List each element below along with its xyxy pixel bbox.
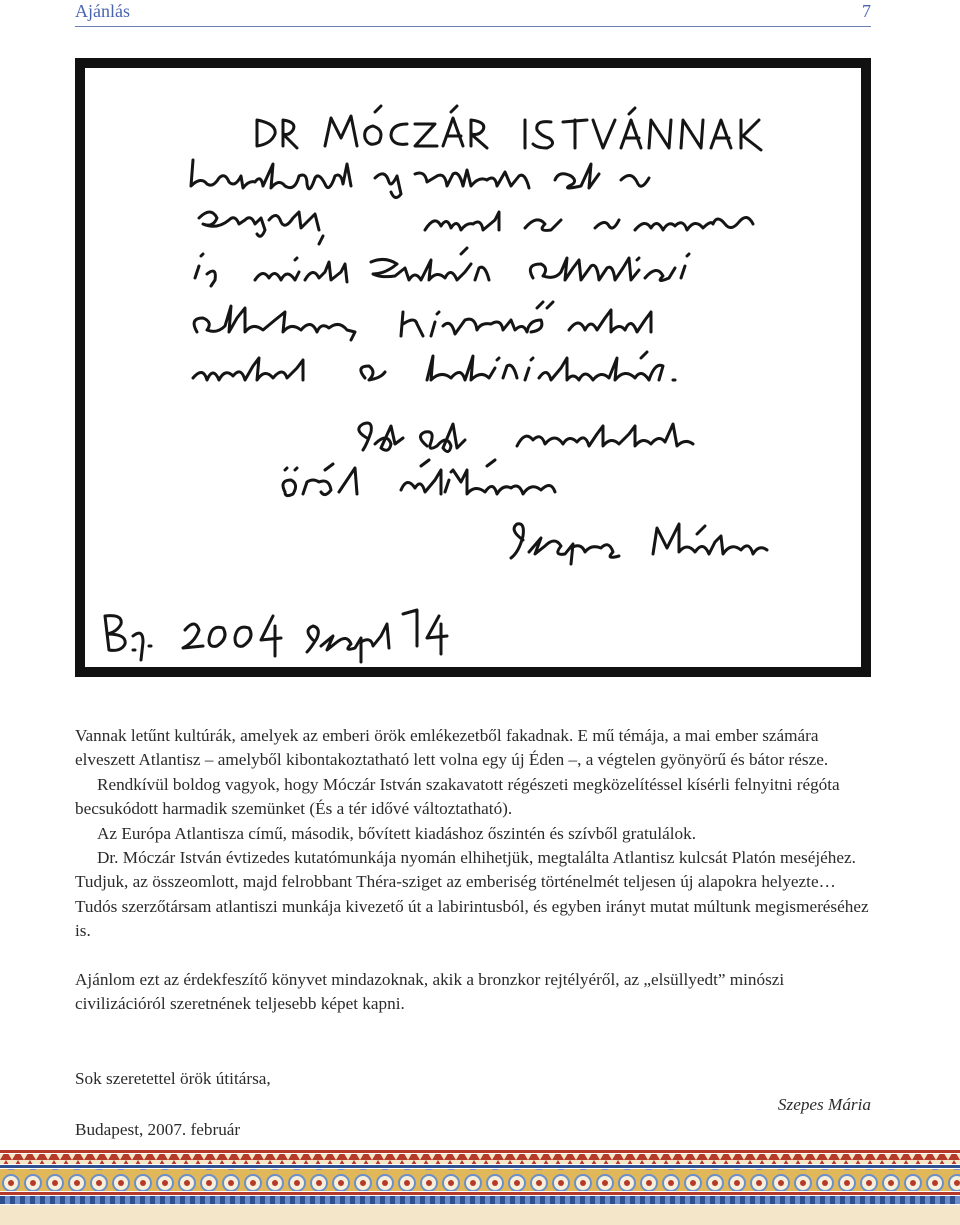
border-line (0, 1150, 960, 1153)
border-line (0, 1192, 960, 1195)
handwriting-line (105, 610, 447, 662)
signature: Szepes Mária (777, 1095, 871, 1114)
paragraph: Az Európa Atlantisza című, második, bővített kiadáshoz őszintén és szívből gratulálok. (97, 823, 697, 843)
handwritten-dedication (85, 68, 861, 667)
decorative-border (0, 1150, 960, 1225)
paragraph: Vannak letűnt kultúrák, amelyek az emberi örök emlékezetből fakadnak. E mű témája, a mai ember számára elveszett Atlantisz – amelyből kibontakoztatható lett volna egy új Éden –, a végtelen gyönyörű és bátor része. (75, 726, 829, 770)
border-band (0, 1154, 960, 1164)
handwriting-line (193, 352, 675, 380)
border-band (0, 1196, 960, 1204)
handwriting-line (195, 248, 689, 286)
handwriting-line (194, 302, 651, 340)
border-band (0, 1169, 960, 1191)
handwriting-line (359, 423, 693, 452)
paragraph: Rendkívül boldog vagyok, hogy Móczár István szakavatott régészeti megközelítéssel kísérli felnyitni régóta becsukódott harmadik szemünket (És a tér idővé változtatható). (75, 774, 840, 819)
handwriting-line (283, 460, 555, 496)
handwriting-line (257, 106, 761, 150)
handwriting-line (191, 160, 649, 198)
paragraph: Dr. Móczár István évtizedes kutatómunkája nyomán elhihetjük, megtalálta Atlantisz kulcsát Platón meséjéhez. Tudjuk, az összeomlott, majd felrobbant Théra-sziget az emberiség történelmét teljesen új alapokra helyezte… Tudós szerzőtársam atlantiszi munkája kivezető út a labirintusból, és egyben irányt mutat múltunk megismeréséhez is. (75, 848, 869, 941)
paragraph: Ajánlom ezt az érdekfeszítő könyvet mindazoknak, akik a bronzkor rejtélyéről, az „elsüllyedt” minószi civilizációról szeretnének teljesebb képet kapni. (75, 969, 785, 1014)
place-and-date: Budapest, 2007. február (75, 1120, 241, 1139)
page-header (75, 0, 871, 27)
handwritten-dedication-card (75, 58, 871, 677)
border-band (0, 1205, 960, 1225)
ornament-pattern (0, 1150, 960, 1225)
dedication-body (75, 724, 875, 1016)
border-line (0, 1165, 960, 1168)
page-number: 7 (862, 1, 871, 21)
section-title: Ajánlás (75, 1, 130, 21)
handwriting-line (199, 212, 753, 244)
handwriting-line (511, 524, 767, 564)
closing-greeting: Sok szeretettel örök útitársa, (75, 1069, 271, 1088)
